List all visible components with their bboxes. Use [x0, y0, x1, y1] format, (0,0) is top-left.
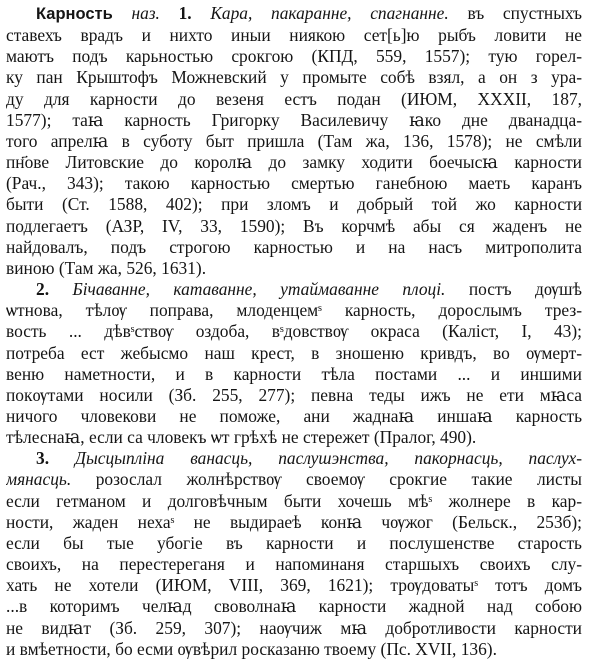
sense-2-line: покѹтами носили (Зб. 255, 277); певна теды ижъ не ети мꙗса [6, 384, 582, 405]
sense-3-line: не видꙗт (Зб. 259, 307); наѹчиж мꙗ добротливости карности [6, 617, 582, 638]
sense-1-line: ставехъ врадъ и нихто иныи ниякою сет[ь]ю рыбъ ловити не [6, 25, 582, 46]
sense-1-number: 1. [178, 3, 192, 23]
sense-1-line: ку пан Крыштофъ Можневский у промыте собѣ взял, а он з ура- [6, 67, 582, 88]
sense-2-line: ничого чловекови не поможе, ани жаднаꙗ иншаꙗ карность [6, 405, 582, 426]
sense-3-first-line [6, 448, 582, 469]
sense-1-line: подлегаетъ (АЗР, IV, 33, 1590); Въ корчмѣ абы ся жаденъ не [6, 215, 582, 236]
sense-2-number: 2. [36, 279, 50, 300]
sense-1-line: найдовалъ, подъ строгою карностью и на насъ митрополита [6, 236, 582, 257]
entry-first-line [6, 3, 582, 25]
sense-1-line: (Рач., 343); такою карностью смертью ганебною маеть каранъ [6, 173, 582, 194]
sense-1-line: маютъ подъ карьностью срокгою (КПД, 559, 1557); тую горел- [6, 46, 582, 67]
sense-2-text: постъ дѹшѣ [468, 279, 582, 300]
sense-2-line: тѣлеснаꙗ, если са чловекъ ѡт грѣхѣ не стережет (Пралог, 490). [6, 427, 477, 448]
sense-3-line: своихъ, на перестереганя и напоминаня старшыхъ своихъ слу- [6, 554, 582, 575]
sense-1-line: виною (Там жа, 526, 1631). [6, 257, 207, 278]
sense-1-line: быти (Ст. 1588, 402); при зломъ и добрый той жо карности [6, 194, 582, 215]
sense-3-line: хать не хотели (ИЮМ, VIII, 369, 1621); трѹдоватыˢ тотъ домъ [6, 575, 582, 596]
sense-3-number: 3. [36, 448, 50, 469]
sense-3-line: если бы тые убогіе въ карности и послушенстве старость [6, 532, 582, 553]
sense-3-text: розослал жолнѣрствѹ своемѹ срокгие такие листы [95, 469, 582, 490]
sense-1-line: ду для карности до везеня естъ подан (ИЮМ, XXXII, 187, [6, 88, 582, 109]
sense-3-line: ности, жаден нехаˢ не выдираеѣ конꙗ чѹжог (Бельск., 253б); [6, 511, 582, 532]
headword: Карность [36, 5, 113, 23]
sense-2-definition: Бічаванне, катаванне, утаймаванне плоці. [72, 279, 446, 300]
sense-1-line: пн҃ове Литовские до королꙗ до замку ходити боечысꙗ карности [6, 152, 582, 173]
sense-1-text: въ спустныхъ [467, 3, 582, 23]
sense-2-line: веню наметности, и в карности тѣла постами ... и иншими [6, 363, 582, 384]
sense-3-line: ...в которимъ челꙗд своволнаꙗ карности жадной над собою [6, 596, 582, 617]
sense-3-line: и вмѣетности, бо есми ѹвѣрил росказаню твоему (Пс. XVII, 136). [6, 638, 497, 659]
sense-3-line: если гетманом и долговѣчным быти хочешь мѣˢ жолнере в кар- [6, 490, 582, 511]
sense-1-line: того апрелꙗ в суботу быт пришла (Там жа, 136, 1578); не смѣли [6, 130, 582, 151]
part-of-speech: наз. [131, 3, 160, 23]
sense-1-definition: Кара, пакаранне, спагнанне. [210, 3, 449, 23]
sense-2-line: вость ... дѣвˢствѹ оздоба, вˢдовствѹ окраса (Каліст, I, 43); [6, 321, 582, 342]
sense-3-second-line [6, 469, 582, 490]
sense-2-line: ѡтнова, тѣлѹ поправа, млоденцемˢ карность, дорослымъ трез- [6, 300, 582, 321]
sense-3-definition: Дысцыпліна ванасць, паслушэнства, пакорнасць, паслух- [74, 448, 582, 469]
sense-2-line: потреба ест жебысмо наш крест, в зношеню кривдъ, во ѹмерт- [6, 342, 582, 363]
sense-3-definition-cont: мянасць. [6, 469, 72, 490]
sense-1-line: 1577); таꙗ карность Григорку Василевичу ꙗко дне дванадца- [6, 109, 582, 130]
sense-2-first-line [6, 279, 582, 300]
